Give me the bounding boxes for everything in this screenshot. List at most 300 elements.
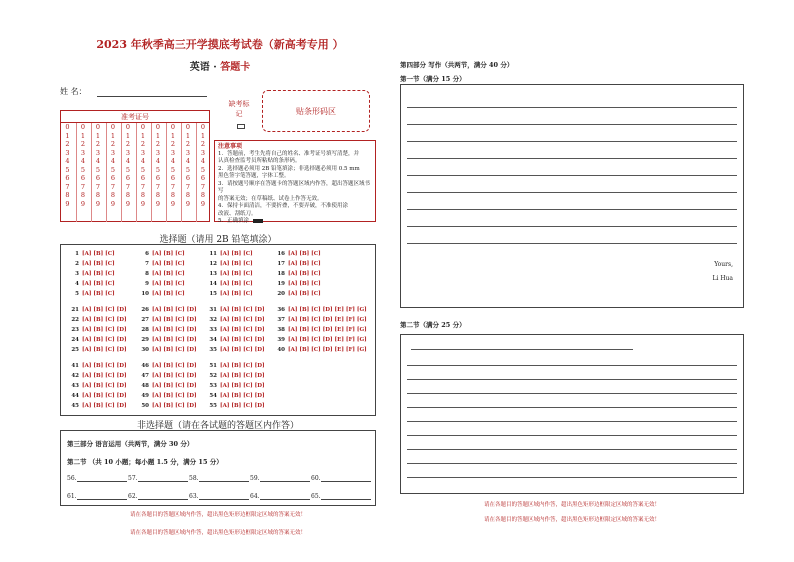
mc-option-bubbles[interactable]: [A] [B] [C] — [152, 281, 185, 287]
mc-question-number: 26 — [141, 307, 149, 313]
writing-warning-1: 请在各题目的答题区域内作答，超出黑色矩形边框限定区域的答案无效！ — [483, 502, 660, 508]
blank-number: 59. — [250, 475, 260, 482]
exam-digit-bubble[interactable]: 4 — [80, 157, 86, 165]
part3-heading: 第三部分 语言运用（共两节，满分 30 分） — [67, 440, 194, 448]
exam-digit-column — [136, 123, 149, 222]
mc-option-bubbles[interactable]: [A] [B] [C] [D] — [152, 363, 197, 369]
mc-question-row — [205, 307, 265, 313]
writing-area-1[interactable] — [400, 84, 744, 308]
exam-digit-bubble[interactable]: 4 — [65, 157, 70, 165]
mc-question-row — [67, 373, 127, 379]
mc-option-bubbles[interactable]: [A] [B] [C] [D] [E] [F] [G] — [288, 347, 367, 353]
exam-digit-bubble[interactable]: 9 — [155, 199, 161, 208]
mc-option-bubbles[interactable]: [A] [B] [C] [D] [E] [F] [G] — [288, 327, 367, 333]
subject-heading — [150, 58, 290, 73]
blank-number: 60. — [311, 475, 321, 482]
mc-option-bubbles[interactable]: [A] [B] [C] [D] — [220, 363, 265, 369]
exam-digit-bubble[interactable]: 5 — [95, 165, 101, 174]
exam-digit-bubble[interactable]: 4 — [95, 157, 101, 165]
non-choice-warning: 请在各题目的答题区域内作答，超出黑色矩形边框限定区域的答案无效！ — [129, 512, 306, 518]
exam-digit-bubble[interactable]: 1 — [110, 131, 116, 140]
blank-answer — [189, 493, 249, 500]
exam-digit-bubble[interactable]: 0 — [155, 123, 161, 131]
blank-line[interactable] — [138, 475, 188, 482]
exam-digit-bubble[interactable]: 7 — [200, 182, 206, 191]
mc-option-bubbles[interactable]: [A] [B] [C] [D] — [82, 383, 127, 389]
exam-digit-bubble[interactable]: 4 — [200, 157, 206, 165]
mc-question-number: 40 — [277, 347, 285, 353]
mc-question-number: 32 — [209, 317, 217, 323]
mc-question-row — [205, 291, 253, 297]
mc-option-bubbles[interactable]: [A] [B] [C] [D] — [220, 307, 265, 313]
mc-question-number: 45 — [71, 403, 79, 409]
mc-option-bubbles[interactable]: [A] [B] [C] — [220, 271, 253, 277]
blank-answer — [189, 475, 249, 482]
blank-answer — [128, 493, 188, 500]
mc-question-row — [205, 403, 265, 409]
exam-digit-bubble[interactable]: 9 — [95, 199, 101, 208]
exam-digit-bubble[interactable]: 2 — [185, 140, 191, 148]
mc-question-row — [205, 271, 253, 277]
mc-question-number: 22 — [71, 317, 79, 323]
non-choice-title: 非选择题（请在各试题的答题区内作答） — [136, 421, 299, 431]
multiple-choice-title: 选择题（请用 2B 铅笔填涂） — [159, 235, 277, 245]
exam-digit-bubble[interactable]: 2 — [200, 140, 206, 148]
mc-question-row — [205, 347, 265, 353]
exam-digit-bubble[interactable]: 9 — [170, 199, 176, 208]
exam-digit-bubble[interactable]: 6 — [200, 174, 206, 182]
mc-question-number: 23 — [71, 327, 79, 333]
mc-option-bubbles[interactable]: [A] [B] [C] [D] — [152, 337, 197, 343]
blank-line[interactable] — [260, 493, 310, 500]
mc-option-bubbles[interactable]: [A] [B] [C] — [288, 261, 321, 267]
exam-digit-bubble[interactable]: 6 — [110, 174, 116, 182]
mc-question-number: 6 — [145, 251, 149, 257]
absent-checkbox[interactable] — [237, 124, 245, 129]
exam-digit-bubble[interactable]: 6 — [155, 174, 161, 182]
exam-digit-bubble[interactable]: 7 — [155, 182, 161, 191]
mc-question-row — [137, 403, 197, 409]
exam-digit-bubble[interactable]: 8 — [155, 191, 161, 199]
mc-option-bubbles[interactable]: [A] [B] [C] [D] — [220, 347, 265, 353]
exam-digit-column — [166, 123, 179, 222]
exam-digit-column — [91, 123, 104, 222]
mc-question-row — [67, 251, 115, 257]
writing-line — [407, 209, 737, 210]
mc-question-row — [137, 373, 197, 379]
mc-question-number: 8 — [145, 271, 149, 277]
mc-question-row — [273, 291, 321, 297]
exam-digit-bubble[interactable]: 0 — [125, 123, 131, 131]
mc-option-bubbles[interactable]: [A] [B] [C] — [220, 261, 253, 267]
mc-question-row — [137, 261, 185, 267]
mc-question-number: 48 — [141, 383, 149, 389]
exam-digit-column — [121, 123, 134, 222]
mc-option-bubbles[interactable]: [A] [B] [C] — [152, 291, 185, 297]
blank-line[interactable] — [77, 475, 127, 482]
exam-digit-bubble[interactable]: 6 — [140, 174, 146, 182]
exam-digit-bubble[interactable]: 6 — [125, 174, 131, 182]
mc-question-row — [205, 327, 265, 333]
mc-option-bubbles[interactable]: [A] [B] [C] [D] [E] [F] [G] — [288, 337, 367, 343]
mc-question-row — [273, 317, 367, 323]
blank-answer — [311, 493, 371, 500]
mc-question-number: 14 — [209, 281, 217, 287]
mc-question-row — [273, 347, 367, 353]
blank-answer — [311, 475, 371, 482]
mc-question-number: 52 — [209, 373, 217, 379]
exam-digit-bubble[interactable]: 3 — [155, 148, 161, 157]
mc-question-number: 3 — [75, 271, 79, 277]
non-choice-box — [60, 430, 376, 506]
mc-question-row — [205, 337, 265, 343]
mc-option-bubbles[interactable]: [A] [B] [C] [D] — [82, 337, 127, 343]
mc-question-number: 30 — [141, 347, 149, 353]
mc-option-bubbles[interactable]: [A] [B] [C] [D] — [82, 317, 127, 323]
mc-option-bubbles[interactable]: [A] [B] [C] [D] — [220, 373, 265, 379]
exam-digit-bubble[interactable]: 4 — [125, 157, 131, 165]
mc-option-bubbles[interactable]: [A] [B] [C] — [288, 281, 321, 287]
mc-option-bubbles[interactable]: [A] [B] [C] [D] — [220, 393, 265, 399]
mc-option-bubbles[interactable]: [A] [B] [C] [D] — [152, 307, 197, 313]
notes-line: 改液、刮纸刀。 — [218, 210, 257, 217]
mc-question-row — [67, 363, 127, 369]
exam-digit-bubble[interactable]: 0 — [110, 123, 116, 131]
mc-question-row — [137, 291, 185, 297]
exam-digit-bubble[interactable]: 3 — [170, 148, 176, 157]
mc-question-row — [273, 271, 321, 277]
writing-warning-2: 请在各题目的答题区域内作答，超出黑色矩形边框限定区域的答案无效！ — [483, 517, 660, 523]
mc-question-number: 43 — [71, 383, 79, 389]
exam-digit-bubble[interactable]: 1 — [155, 131, 161, 140]
mc-question-number: 31 — [209, 307, 217, 313]
exam-digit-bubble[interactable]: 3 — [80, 148, 86, 157]
mc-question-row — [205, 373, 265, 379]
mc-option-bubbles[interactable]: [A] [B] [C] [D] — [152, 403, 197, 409]
mc-option-bubbles[interactable]: [A] [B] [C] — [220, 251, 253, 257]
name-row — [60, 86, 207, 97]
blank-line[interactable] — [199, 493, 249, 500]
mc-question-row — [205, 251, 253, 257]
mc-option-bubbles[interactable]: [A] [B] [C] [D] — [152, 317, 197, 323]
exam-digit-bubble[interactable]: 5 — [140, 165, 146, 174]
mc-question-row — [137, 251, 185, 257]
exam-digit-bubble[interactable]: 7 — [65, 182, 70, 191]
mc-option-bubbles[interactable]: [A] [B] [C] — [82, 251, 115, 257]
mc-question-row — [67, 307, 127, 313]
exam-digit-bubble[interactable]: 2 — [170, 140, 176, 148]
mc-question-row — [273, 307, 367, 313]
exam-digit-bubble[interactable]: 5 — [125, 165, 131, 174]
exam-digit-bubble[interactable]: 8 — [140, 191, 146, 199]
mc-option-bubbles[interactable]: [A] [B] [C] — [82, 271, 115, 277]
notes-line: 4．保持卡面清洁，不要折叠，不要弄破，不准使用涂 — [218, 203, 349, 209]
exam-digit-bubble[interactable]: 8 — [185, 191, 191, 199]
exam-digit-bubble[interactable]: 2 — [125, 140, 131, 148]
mc-option-bubbles[interactable]: [A] [B] [C] [D] — [220, 317, 265, 323]
exam-digit-bubble[interactable]: 5 — [155, 165, 161, 174]
mc-question-number: 2 — [75, 261, 79, 267]
exam-digit-bubble[interactable]: 3 — [110, 148, 116, 157]
exam-digit-bubble[interactable]: 7 — [110, 182, 116, 191]
mc-question-row — [137, 307, 197, 313]
exam-digit-bubble[interactable]: 3 — [140, 148, 146, 157]
exam-digit-bubble[interactable]: 0 — [170, 123, 176, 131]
exam-digit-bubble[interactable]: 1 — [185, 131, 191, 140]
mc-option-bubbles[interactable]: [A] [B] [C] [D] — [152, 393, 197, 399]
exam-digit-bubble[interactable]: 8 — [170, 191, 176, 199]
mc-option-bubbles[interactable]: [A] [B] [C] — [220, 291, 253, 297]
writing-line — [407, 477, 737, 478]
blank-answer — [67, 493, 127, 500]
exam-digit-bubble[interactable]: 5 — [110, 165, 116, 174]
blank-number: 61. — [67, 493, 77, 500]
exam-digit-bubble[interactable]: 3 — [65, 148, 70, 157]
writing-line — [407, 243, 737, 244]
mc-question-row — [273, 327, 367, 333]
mc-question-number: 7 — [145, 261, 149, 267]
mc-option-bubbles[interactable]: [A] [B] [C] [D] — [220, 383, 265, 389]
exam-digit-bubble[interactable]: 6 — [170, 174, 176, 182]
exam-digit-bubble[interactable]: 9 — [80, 199, 86, 208]
exam-digit-bubble[interactable]: 9 — [125, 199, 131, 208]
mc-question-number: 36 — [277, 307, 285, 313]
notes-line: 的答案无效；在草稿纸、试卷上作答无效。 — [218, 195, 323, 202]
mc-question-number: 35 — [209, 347, 217, 353]
exam-digit-bubble[interactable]: 5 — [65, 165, 70, 174]
mc-question-row — [205, 383, 265, 389]
mc-option-bubbles[interactable]: [A] [B] [C] — [288, 291, 321, 297]
exam-digit-bubble[interactable]: 1 — [65, 131, 70, 140]
exam-digit-bubble[interactable]: 3 — [95, 148, 101, 157]
mc-option-bubbles[interactable]: [A] [B] [C] [D] — [152, 347, 197, 353]
exam-digit-bubble[interactable]: 1 — [80, 131, 86, 140]
exam-digit-bubble[interactable]: 3 — [185, 148, 191, 157]
exam-digit-column — [196, 123, 209, 222]
exam-digit-bubble[interactable]: 8 — [125, 191, 131, 199]
mc-question-number: 44 — [71, 393, 79, 399]
exam-digit-bubble[interactable]: 0 — [95, 123, 101, 131]
mc-question-number: 41 — [71, 363, 79, 369]
exam-digit-bubble[interactable]: 2 — [110, 140, 116, 148]
mc-question-row — [67, 317, 127, 323]
mc-question-row — [137, 327, 197, 333]
bottom-warning: 请在各题目的答题区域内作答，超出黑色矩形边框限定区域的答案无效！ — [129, 530, 306, 536]
exam-digit-bubble[interactable]: 1 — [95, 131, 101, 140]
mc-option-bubbles[interactable]: [A] [B] [C] — [82, 281, 115, 287]
exam-digit-bubble[interactable]: 1 — [170, 131, 176, 140]
exam-digit-bubble[interactable]: 7 — [140, 182, 146, 191]
barcode-area — [262, 90, 370, 132]
mc-question-row — [137, 317, 197, 323]
blank-line[interactable] — [321, 493, 371, 500]
exam-digit-bubble[interactable]: 8 — [200, 191, 206, 199]
mc-question-number: 21 — [71, 307, 79, 313]
mc-option-bubbles[interactable]: [A] [B] [C] [D] — [220, 337, 265, 343]
exam-digit-bubble[interactable]: 7 — [80, 182, 86, 191]
exam-digit-bubble[interactable]: 4 — [170, 157, 176, 165]
exam-digit-bubble[interactable]: 1 — [140, 131, 146, 140]
blank-line[interactable] — [321, 475, 371, 482]
mc-option-bubbles[interactable]: [A] [B] [C] — [82, 291, 115, 297]
mc-option-bubbles[interactable]: [A] [B] [C] [D] — [152, 327, 197, 333]
writing-line — [407, 192, 737, 193]
mc-question-number: 1 — [75, 251, 79, 257]
exam-digit-bubble[interactable]: 7 — [95, 182, 101, 191]
mc-question-number: 53 — [209, 383, 217, 389]
mc-question-row — [205, 281, 253, 287]
mc-question-row — [67, 383, 127, 389]
mc-option-bubbles[interactable]: [A] [B] [C] [D] — [152, 383, 197, 389]
notes-box — [214, 140, 376, 222]
mc-option-bubbles[interactable]: [A] [B] [C] [D] — [82, 327, 127, 333]
blank-line[interactable] — [77, 493, 127, 500]
mc-option-bubbles[interactable]: [A] [B] [C] — [152, 261, 185, 267]
mc-question-row — [137, 281, 185, 287]
exam-digit-bubble[interactable]: 8 — [65, 191, 70, 199]
mc-question-row — [137, 337, 197, 343]
mc-question-number: 29 — [141, 337, 149, 343]
mc-question-row — [137, 383, 197, 389]
exam-digit-bubble[interactable]: 2 — [95, 140, 101, 148]
exam-digit-bubble[interactable]: 4 — [185, 157, 191, 165]
exam-digit-bubble[interactable]: 2 — [80, 140, 86, 148]
exam-digit-bubble[interactable]: 5 — [200, 165, 206, 174]
exam-digit-bubble[interactable]: 7 — [185, 182, 191, 191]
part4-heading: 第四部分 写作（共两节，满分 40 分） — [400, 61, 514, 69]
mc-question-number: 18 — [277, 271, 285, 277]
mc-option-bubbles[interactable]: [A] [B] [C] — [152, 271, 185, 277]
exam-number-grid — [60, 110, 210, 222]
mc-question-row — [67, 347, 127, 353]
exam-digit-bubble[interactable]: 9 — [140, 199, 146, 208]
mc-question-number: 54 — [209, 393, 217, 399]
mc-option-bubbles[interactable]: [A] [B] [C] — [152, 251, 185, 257]
writing-line — [407, 175, 737, 176]
mc-question-row — [205, 317, 265, 323]
mc-question-number: 38 — [277, 327, 285, 333]
exam-digit-bubble[interactable]: 8 — [80, 191, 86, 199]
writing-line — [407, 407, 737, 408]
exam-digit-bubble[interactable]: 9 — [185, 199, 191, 208]
mc-option-bubbles[interactable]: [A] [B] [C] [D] — [82, 373, 127, 379]
exam-digit-column — [76, 123, 89, 222]
mc-option-bubbles[interactable]: [A] [B] [C] — [82, 261, 115, 267]
mc-option-bubbles[interactable]: [A] [B] [C] [D] — [82, 347, 127, 353]
mc-question-number: 55 — [209, 403, 217, 409]
mc-question-row — [67, 327, 127, 333]
exam-digit-bubble[interactable]: 6 — [95, 174, 101, 182]
exam-number-label: 准考证号 — [61, 111, 209, 123]
writing-area-2[interactable] — [400, 334, 744, 494]
name-field[interactable] — [97, 88, 207, 97]
exam-digit-bubble[interactable]: 3 — [200, 148, 206, 157]
mc-option-bubbles[interactable]: [A] [B] [C] [D] — [82, 393, 127, 399]
mc-option-bubbles[interactable]: [A] [B] [C] — [220, 281, 253, 287]
mc-question-number: 34 — [209, 337, 217, 343]
exam-digit-bubble[interactable]: 0 — [65, 123, 70, 131]
mc-option-bubbles[interactable]: [A] [B] [C] [D] [E] [F] [G] — [288, 307, 367, 313]
exam-digit-bubble[interactable]: 9 — [65, 199, 70, 208]
mc-option-bubbles[interactable]: [A] [B] [C] [D] — [220, 327, 265, 333]
exam-digit-bubble[interactable]: 5 — [170, 165, 176, 174]
exam-digit-bubble[interactable]: 6 — [65, 174, 70, 182]
exam-digit-bubble[interactable]: 5 — [185, 165, 191, 174]
mc-option-bubbles[interactable]: [A] [B] [C] [D] — [152, 373, 197, 379]
exam-digit-bubble[interactable]: 4 — [140, 157, 146, 165]
blank-line[interactable] — [199, 475, 249, 482]
mc-question-number: 19 — [277, 281, 285, 287]
blank-number: 65. — [311, 493, 321, 500]
exam-digit-bubble[interactable]: 0 — [200, 123, 206, 131]
exam-digit-bubble[interactable]: 6 — [185, 174, 191, 182]
mc-option-bubbles[interactable]: [A] [B] [C] — [288, 251, 321, 257]
barcode-label: 贴条形码区 — [296, 106, 336, 116]
notes-line: 3．请按题号顺序在答题卡的答题区域内作答，超出答题区域书写 — [218, 180, 371, 194]
mc-option-bubbles[interactable]: [A] [B] [C] — [288, 271, 321, 277]
mc-question-number: 13 — [209, 271, 217, 277]
absent-label: 缺考标记 — [228, 100, 250, 118]
blank-line[interactable] — [260, 475, 310, 482]
exam-digit-bubble[interactable]: 0 — [185, 123, 191, 131]
exam-digit-bubble[interactable]: 1 — [200, 131, 206, 140]
mc-question-number: 28 — [141, 327, 149, 333]
exam-digit-bubble[interactable]: 2 — [140, 140, 146, 148]
exam-digit-bubble[interactable]: 4 — [155, 157, 161, 165]
mc-question-number: 47 — [141, 373, 149, 379]
mc-option-bubbles[interactable]: [A] [B] [C] [D] [E] [F] [G] — [288, 317, 367, 323]
writing-section2-heading: 第二节（满分 25 分） — [400, 321, 466, 329]
exam-digit-bubble[interactable]: 2 — [155, 140, 161, 148]
mc-question-row — [137, 271, 185, 277]
exam-digit-bubble[interactable]: 0 — [80, 123, 86, 131]
exam-digit-column — [61, 123, 74, 222]
mc-question-number: 27 — [141, 317, 149, 323]
exam-digit-bubble[interactable]: 5 — [80, 165, 86, 174]
mc-option-bubbles[interactable]: [A] [B] [C] [D] — [82, 363, 127, 369]
exam-digit-bubble[interactable]: 6 — [80, 174, 86, 182]
writing-line — [407, 158, 737, 159]
mc-question-number: 42 — [71, 373, 79, 379]
writing-title-line — [411, 349, 633, 350]
mc-question-row — [67, 291, 115, 297]
subject-label: 英语 — [189, 62, 210, 73]
writing-line — [407, 435, 737, 436]
exam-digit-column — [106, 123, 119, 222]
blank-line[interactable] — [138, 493, 188, 500]
exam-digit-bubble[interactable]: 0 — [140, 123, 146, 131]
exam-digit-bubble[interactable]: 4 — [110, 157, 116, 165]
exam-digit-bubble[interactable]: 3 — [125, 148, 131, 157]
exam-digit-bubble[interactable]: 2 — [65, 140, 70, 148]
exam-digit-bubble[interactable]: 9 — [110, 199, 116, 208]
mc-question-number: 4 — [75, 281, 79, 287]
mc-question-number: 25 — [71, 347, 79, 353]
exam-digit-bubble[interactable]: 8 — [110, 191, 116, 199]
mc-option-bubbles[interactable]: [A] [B] [C] [D] — [82, 403, 127, 409]
mc-option-bubbles[interactable]: [A] [B] [C] [D] — [220, 403, 265, 409]
exam-digit-bubble[interactable]: 7 — [125, 182, 131, 191]
mc-option-bubbles[interactable]: [A] [B] [C] [D] — [82, 307, 127, 313]
writing-section1-heading: 第一节（满分 15 分） — [400, 75, 466, 83]
exam-digit-bubble[interactable]: 8 — [95, 191, 101, 199]
section2-heading: 第二节 （共 10 小题；每小题 1.5 分，满分 15 分） — [67, 458, 223, 466]
writing-line — [407, 421, 737, 422]
exam-digit-bubble[interactable]: 9 — [200, 199, 206, 208]
exam-digit-bubble[interactable]: 1 — [125, 131, 131, 140]
blank-number: 62. — [128, 493, 138, 500]
exam-digit-bubble[interactable]: 7 — [170, 182, 176, 191]
